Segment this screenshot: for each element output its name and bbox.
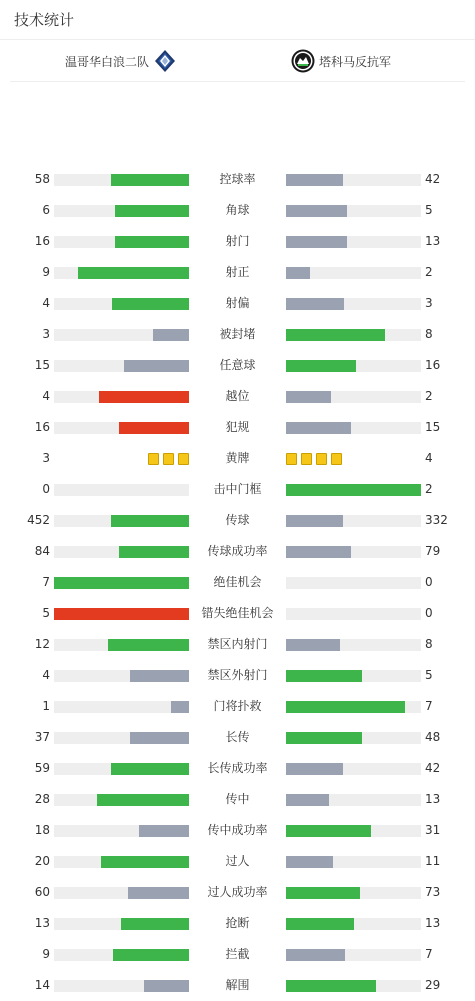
- home-bar-fill: [111, 515, 189, 527]
- home-bar-track: [54, 236, 189, 248]
- home-bar-track: [54, 794, 189, 806]
- away-bar-track: [286, 949, 421, 961]
- away-bar-fill: [286, 267, 310, 279]
- home-bar-track: [54, 546, 189, 558]
- teams-row: [10, 40, 465, 82]
- stat-row: [0, 536, 475, 567]
- home-bar-fill: [115, 205, 189, 217]
- home-value: 0: [42, 482, 50, 496]
- stat-label: 黄牌: [225, 451, 250, 465]
- away-value: 42: [425, 761, 441, 775]
- stat-label: 过人: [225, 854, 250, 868]
- away-bar-track: [286, 267, 421, 279]
- stat-label: 传球: [225, 513, 250, 527]
- away-value: 13: [425, 234, 441, 248]
- stat-row: [0, 691, 475, 722]
- yellow-card-icon: [163, 453, 174, 465]
- away-bar-fill: [286, 887, 360, 899]
- away-value: 13: [425, 792, 441, 806]
- away-bar-track: [286, 515, 421, 527]
- away-bar-fill: [286, 298, 344, 310]
- stat-row: [0, 567, 475, 598]
- away-bar-fill: [286, 949, 345, 961]
- away-value: 0: [425, 575, 433, 589]
- home-value: 14: [34, 978, 50, 992]
- away-value: 16: [425, 358, 441, 372]
- stat-label: 错失绝佳机会: [201, 606, 274, 620]
- stat-label: 犯规: [225, 420, 250, 434]
- stat-label: 任意球: [219, 358, 256, 372]
- stat-row: [0, 846, 475, 877]
- away-bar-fill: [286, 484, 421, 496]
- home-value: 4: [42, 668, 50, 682]
- stat-label: 射门: [225, 234, 250, 248]
- stat-row: [0, 474, 475, 505]
- away-value: 8: [425, 327, 433, 341]
- away-bar-track: [286, 670, 421, 682]
- home-value: 7: [42, 575, 50, 589]
- away-bar-track: [286, 236, 421, 248]
- away-value: 2: [425, 389, 433, 403]
- home-bar-fill: [111, 174, 189, 186]
- home-bar-track: [54, 856, 189, 868]
- stat-row: [0, 350, 475, 381]
- away-bar-fill: [286, 205, 347, 217]
- away-value: 7: [425, 947, 433, 961]
- home-bar-track: [54, 360, 189, 372]
- home-bar-fill: [99, 391, 189, 403]
- stat-row: [0, 908, 475, 939]
- away-value: 11: [425, 854, 441, 868]
- home-value: 6: [42, 203, 50, 217]
- away-bar-fill: [286, 670, 362, 682]
- home-team[interactable]: [65, 40, 177, 82]
- stat-label: 传中成功率: [207, 823, 268, 837]
- away-bar-fill: [286, 422, 351, 434]
- away-bar-track: [286, 577, 421, 589]
- home-bar-track: [54, 267, 189, 279]
- home-bar-fill: [128, 887, 189, 899]
- stat-row: [0, 288, 475, 319]
- stat-label: 传球成功率: [207, 544, 268, 558]
- home-bar-fill: [78, 267, 189, 279]
- away-bar-fill: [286, 546, 351, 558]
- stat-label: 禁区内射门: [207, 637, 268, 651]
- home-bar-fill: [54, 608, 189, 620]
- stat-row: [0, 195, 475, 226]
- whitecaps-crest-icon: [153, 49, 177, 73]
- away-team-name: 塔科马反抗军: [319, 54, 392, 69]
- away-bar-fill: [286, 515, 343, 527]
- away-value: 4: [425, 451, 433, 465]
- home-bar-fill: [119, 422, 189, 434]
- home-bar-track: [54, 298, 189, 310]
- home-bar-track: [54, 484, 189, 496]
- away-bar-fill: [286, 639, 340, 651]
- away-bar-track: [286, 794, 421, 806]
- home-bar-fill: [115, 236, 189, 248]
- yellow-card-icon: [148, 453, 159, 465]
- home-bar-fill: [54, 577, 189, 589]
- home-bar-track: [54, 608, 189, 620]
- home-value: 452: [27, 513, 50, 527]
- away-value: 3: [425, 296, 433, 310]
- home-value: 28: [34, 792, 50, 806]
- home-value: 4: [42, 296, 50, 310]
- away-bar-track: [286, 887, 421, 899]
- home-bar-track: [54, 329, 189, 341]
- yellow-card-icon: [301, 453, 312, 465]
- stat-row: [0, 970, 475, 1001]
- page-title: 技术统计: [14, 11, 75, 29]
- away-value: 8: [425, 637, 433, 651]
- away-value: 5: [425, 203, 433, 217]
- away-bar-track: [286, 298, 421, 310]
- home-bar-track: [54, 980, 189, 992]
- stat-row: [0, 319, 475, 350]
- stat-label: 绝佳机会: [213, 575, 262, 589]
- away-value: 42: [425, 172, 441, 186]
- away-bar-fill: [286, 701, 405, 713]
- away-bar-track: [286, 608, 421, 620]
- home-value: 16: [34, 420, 50, 434]
- home-value: 1: [42, 699, 50, 713]
- away-yellow-cards: [286, 453, 342, 465]
- stat-row: [0, 443, 475, 474]
- home-value: 84: [34, 544, 50, 558]
- stat-label: 长传成功率: [207, 761, 268, 775]
- away-team[interactable]: [291, 40, 391, 82]
- home-bar-fill: [119, 546, 189, 558]
- away-bar-fill: [286, 918, 354, 930]
- home-bar-track: [54, 422, 189, 434]
- home-bar-track: [54, 639, 189, 651]
- home-value: 60: [34, 885, 50, 899]
- away-bar-fill: [286, 980, 376, 992]
- stat-row: [0, 877, 475, 908]
- home-bar-track: [54, 391, 189, 403]
- stat-row: [0, 660, 475, 691]
- away-value: 0: [425, 606, 433, 620]
- stat-label: 控球率: [219, 172, 256, 186]
- away-bar-track: [286, 546, 421, 558]
- stat-row: [0, 164, 475, 195]
- away-bar-track: [286, 422, 421, 434]
- home-bar-track: [54, 670, 189, 682]
- home-value: 59: [34, 761, 50, 775]
- stat-label: 被封堵: [219, 327, 256, 341]
- away-value: 15: [425, 420, 441, 434]
- stat-row: [0, 753, 475, 784]
- home-bar-fill: [144, 980, 189, 992]
- stat-row: [0, 722, 475, 753]
- home-value: 58: [34, 172, 50, 186]
- away-bar-track: [286, 732, 421, 744]
- stat-label: 射正: [225, 265, 250, 279]
- stat-row: [0, 505, 475, 536]
- yellow-card-icon: [316, 453, 327, 465]
- home-bar-track: [54, 825, 189, 837]
- away-bar-fill: [286, 174, 343, 186]
- stat-label: 角球: [225, 203, 250, 217]
- home-bar-fill: [97, 794, 189, 806]
- stat-row: [0, 939, 475, 970]
- away-value: 73: [425, 885, 441, 899]
- stat-label: 解围: [225, 978, 250, 992]
- stat-label: 拦截: [225, 947, 250, 961]
- home-bar-fill: [121, 918, 189, 930]
- away-value: 29: [425, 978, 441, 992]
- stat-label: 过人成功率: [207, 885, 268, 899]
- away-bar-fill: [286, 763, 343, 775]
- home-bar-fill: [130, 732, 189, 744]
- away-bar-track: [286, 701, 421, 713]
- yellow-card-icon: [178, 453, 189, 465]
- away-value: 2: [425, 265, 433, 279]
- away-bar-fill: [286, 236, 347, 248]
- stat-label: 击中门框: [213, 482, 262, 496]
- home-value: 4: [42, 389, 50, 403]
- home-value: 16: [34, 234, 50, 248]
- stat-row: [0, 257, 475, 288]
- stats-header: [0, 0, 475, 40]
- away-value: 48: [425, 730, 441, 744]
- stat-label: 越位: [225, 389, 250, 403]
- home-bar-track: [54, 949, 189, 961]
- home-yellow-cards: [148, 453, 189, 465]
- home-bar-fill: [171, 701, 189, 713]
- away-bar-fill: [286, 329, 385, 341]
- away-bar-track: [286, 205, 421, 217]
- away-bar-track: [286, 391, 421, 403]
- away-bar-track: [286, 825, 421, 837]
- home-bar-fill: [108, 639, 189, 651]
- stat-label: 禁区外射门: [207, 668, 268, 682]
- away-bar-track: [286, 484, 421, 496]
- home-bar-fill: [112, 298, 189, 310]
- home-value: 20: [34, 854, 50, 868]
- home-bar-track: [54, 887, 189, 899]
- stat-label: 长传: [225, 730, 250, 744]
- home-value: 9: [42, 947, 50, 961]
- stat-row: [0, 784, 475, 815]
- away-bar-fill: [286, 794, 329, 806]
- away-bar-fill: [286, 732, 362, 744]
- home-bar-track: [54, 732, 189, 744]
- home-bar-track: [54, 763, 189, 775]
- stat-label: 传中: [225, 792, 250, 806]
- home-bar-track: [54, 918, 189, 930]
- home-bar-fill: [130, 670, 189, 682]
- home-bar-fill: [139, 825, 189, 837]
- home-bar-fill: [124, 360, 189, 372]
- home-value: 3: [42, 327, 50, 341]
- stat-row: [0, 629, 475, 660]
- away-bar-track: [286, 174, 421, 186]
- home-value: 15: [34, 358, 50, 372]
- away-bar-fill: [286, 391, 331, 403]
- away-value: 13: [425, 916, 441, 930]
- home-bar-fill: [111, 763, 189, 775]
- away-value: 31: [425, 823, 441, 837]
- home-bar-track: [54, 515, 189, 527]
- home-bar-track: [54, 174, 189, 186]
- home-bar-track: [54, 205, 189, 217]
- home-value: 9: [42, 265, 50, 279]
- home-bar-track: [54, 577, 189, 589]
- home-value: 5: [42, 606, 50, 620]
- stat-label: 抢断: [225, 916, 250, 930]
- stat-row: [0, 412, 475, 443]
- away-bar-fill: [286, 825, 371, 837]
- home-bar-fill: [113, 949, 189, 961]
- away-bar-track: [286, 856, 421, 868]
- home-bar-track: [54, 701, 189, 713]
- away-value: 332: [425, 513, 448, 527]
- stat-row: [0, 226, 475, 257]
- stat-label: 门将扑救: [213, 699, 262, 713]
- home-value: 3: [42, 451, 50, 465]
- stat-row: [0, 381, 475, 412]
- away-bar-fill: [286, 360, 356, 372]
- stat-label: 射偏: [225, 296, 250, 310]
- away-bar-track: [286, 360, 421, 372]
- defiance-crest-icon: [291, 49, 315, 73]
- home-bar-fill: [101, 856, 189, 868]
- away-bar-track: [286, 329, 421, 341]
- away-value: 79: [425, 544, 441, 558]
- home-value: 13: [34, 916, 50, 930]
- stat-row: [0, 598, 475, 629]
- yellow-card-icon: [331, 453, 342, 465]
- home-value: 37: [34, 730, 50, 744]
- stat-row: [0, 815, 475, 846]
- away-bar-track: [286, 763, 421, 775]
- away-bar-fill: [286, 856, 333, 868]
- home-value: 18: [34, 823, 50, 837]
- away-value: 5: [425, 668, 433, 682]
- away-bar-track: [286, 639, 421, 651]
- home-value: 12: [34, 637, 50, 651]
- away-value: 2: [425, 482, 433, 496]
- away-bar-track: [286, 980, 421, 992]
- home-team-name: 温哥华白浪二队: [64, 54, 149, 69]
- away-bar-track: [286, 918, 421, 930]
- home-bar-fill: [153, 329, 189, 341]
- yellow-card-icon: [286, 453, 297, 465]
- away-value: 7: [425, 699, 433, 713]
